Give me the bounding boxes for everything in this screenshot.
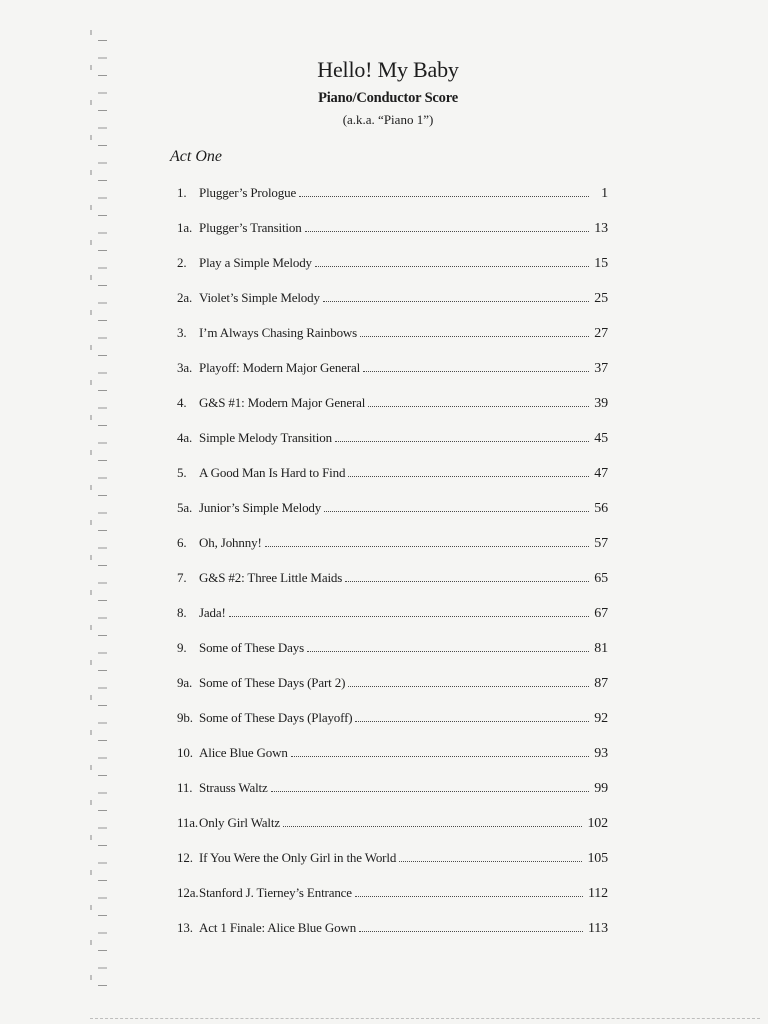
toc-entry-number: 10. <box>177 745 193 760</box>
toc-entry-number: 4a. <box>177 430 193 445</box>
scan-margin-marks <box>98 40 107 1000</box>
toc-entry-number: 9a. <box>177 675 193 690</box>
toc-entry-page-number: 15 <box>594 256 608 271</box>
toc-dot-leader <box>360 335 589 337</box>
toc-entry-title: Alice Blue Gown <box>199 745 288 760</box>
toc-entry <box>177 350 608 385</box>
toc-dot-leader <box>305 230 589 232</box>
toc-entry <box>177 455 608 490</box>
toc-entry <box>177 280 608 315</box>
toc-entry-title: Simple Melody Transition <box>199 430 332 445</box>
toc-entry <box>177 910 608 945</box>
toc-entry <box>177 175 608 210</box>
toc-dot-leader <box>283 825 582 827</box>
toc-entry-title: Jada! <box>199 605 226 620</box>
toc-entry <box>177 700 608 735</box>
toc-entry <box>177 560 608 595</box>
toc-entry-number: 13. <box>177 920 193 935</box>
document-subtitle: Piano/Conductor Score <box>318 90 458 106</box>
toc-dot-leader <box>265 545 589 547</box>
toc-entry <box>177 420 608 455</box>
toc-entry-number: 9. <box>177 640 187 655</box>
toc-entry-title: G&S #2: Three Little Maids <box>199 570 343 585</box>
toc-entry-title: Some of These Days <box>199 640 305 655</box>
toc-entry-title: A Good Man Is Hard to Find <box>199 465 346 480</box>
toc-dot-leader <box>324 510 589 512</box>
toc-entry <box>177 805 608 840</box>
toc-entry-number: 2. <box>177 255 187 270</box>
toc-entry-number: 6. <box>177 535 187 550</box>
toc-dot-leader <box>359 930 583 932</box>
toc-entry <box>177 490 608 525</box>
scan-bottom-edge <box>90 1018 760 1019</box>
document-title: Hello! My Baby <box>317 57 459 82</box>
toc-dot-leader <box>335 440 589 442</box>
toc-entry-title: Play a Simple Melody <box>199 255 312 270</box>
toc-dot-leader <box>271 790 589 792</box>
toc-dot-leader <box>399 860 582 862</box>
toc-entry-number: 11a. <box>177 815 198 830</box>
toc-dot-leader <box>348 475 589 477</box>
toc-entry-page-number: 87 <box>594 676 608 691</box>
toc-entry-number: 2a. <box>177 290 193 305</box>
document-header <box>188 56 588 129</box>
toc-entry <box>177 770 608 805</box>
toc-entry-page-number: 99 <box>594 781 608 796</box>
toc-dot-leader <box>229 615 589 617</box>
toc-entry <box>177 525 608 560</box>
toc-entry-page-number: 37 <box>594 361 608 376</box>
toc-entry <box>177 385 608 420</box>
toc-entry-number: 7. <box>177 570 187 585</box>
toc-entry-number: 11. <box>177 780 193 795</box>
toc-entry-number: 1. <box>177 185 187 200</box>
toc-dot-leader <box>368 405 589 407</box>
toc-entry-title: Plugger’s Transition <box>199 220 302 235</box>
toc-entry-page-number: 39 <box>594 396 608 411</box>
toc-entry-title: Some of These Days (Playoff) <box>199 710 353 725</box>
toc-entry <box>177 840 608 875</box>
toc-entry-number: 8. <box>177 605 187 620</box>
toc-entry-title: Oh, Johnny! <box>199 535 262 550</box>
toc-entry-number: 3. <box>177 325 187 340</box>
toc-entry-page-number: 93 <box>594 746 608 761</box>
toc-entry <box>177 245 608 280</box>
toc-entry-title: Some of These Days (Part 2) <box>199 675 346 690</box>
toc-entry <box>177 735 608 770</box>
toc-entry-number: 4. <box>177 395 187 410</box>
toc-entry-title: Playoff: Modern Major General <box>199 360 361 375</box>
toc-entry-title: I’m Always Chasing Rainbows <box>199 325 358 340</box>
toc-entry-title: G&S #1: Modern Major General <box>199 395 366 410</box>
toc-entry-page-number: 81 <box>594 641 608 656</box>
toc-entry-page-number: 113 <box>587 921 608 936</box>
toc-entry <box>177 630 608 665</box>
toc-entry-title: Strauss Waltz <box>199 780 268 795</box>
toc-entry <box>177 665 608 700</box>
toc-entry-title: If You Were the Only Girl in the World <box>199 850 397 865</box>
toc-entry-number: 1a. <box>177 220 193 235</box>
document-aka: (a.k.a. “Piano 1”) <box>342 112 434 127</box>
section-heading: Act One <box>170 148 222 165</box>
toc-entry-number: 3a. <box>177 360 193 375</box>
toc-entry-page-number: 67 <box>594 606 608 621</box>
toc-entry-page-number: 57 <box>594 536 608 551</box>
scan-binding-ticks <box>90 30 92 990</box>
toc-entry-title: Plugger’s Prologue <box>199 185 297 200</box>
toc-dot-leader <box>348 685 589 687</box>
toc-entry-page-number: 13 <box>594 221 608 236</box>
toc-entry-title: Act 1 Finale: Alice Blue Gown <box>199 920 357 935</box>
toc-dot-leader <box>323 300 589 302</box>
table-of-contents <box>177 175 608 945</box>
toc-entry-page-number: 112 <box>587 886 608 901</box>
toc-entry-title: Stanford J. Tierney’s Entrance <box>199 885 352 900</box>
toc-dot-leader <box>307 650 589 652</box>
toc-entry-page-number: 92 <box>594 711 608 726</box>
toc-entry <box>177 875 608 910</box>
toc-entry <box>177 595 608 630</box>
toc-dot-leader <box>315 265 589 267</box>
toc-entry-page-number: 47 <box>594 466 608 481</box>
toc-entry-page-number: 65 <box>594 571 608 586</box>
toc-entry-number: 9b. <box>177 710 193 725</box>
toc-entry-page-number: 27 <box>594 326 608 341</box>
toc-entry-title: Violet’s Simple Melody <box>199 290 320 305</box>
toc-dot-leader <box>345 580 589 582</box>
toc-dot-leader <box>291 755 589 757</box>
toc-entry-page-number: 1 <box>601 186 608 201</box>
toc-entry-title: Only Girl Waltz <box>199 815 280 830</box>
toc-entry-number: 12. <box>177 850 193 865</box>
toc-entry-title: Junior’s Simple Melody <box>199 500 322 515</box>
toc-dot-leader <box>299 195 589 197</box>
toc-entry-number: 5. <box>177 465 187 480</box>
toc-entry-page-number: 105 <box>587 851 608 866</box>
toc-entry-number: 5a. <box>177 500 193 515</box>
toc-entry <box>177 315 608 350</box>
toc-entry-number: 12a. <box>177 885 199 900</box>
toc-entry-page-number: 102 <box>587 816 608 831</box>
toc-entry-page-number: 56 <box>594 501 608 516</box>
toc-dot-leader <box>363 370 589 372</box>
toc-entry-page-number: 45 <box>594 431 608 446</box>
toc-dot-leader <box>355 720 589 722</box>
toc-entry <box>177 210 608 245</box>
toc-entry-page-number: 25 <box>594 291 608 306</box>
toc-dot-leader <box>355 895 583 897</box>
